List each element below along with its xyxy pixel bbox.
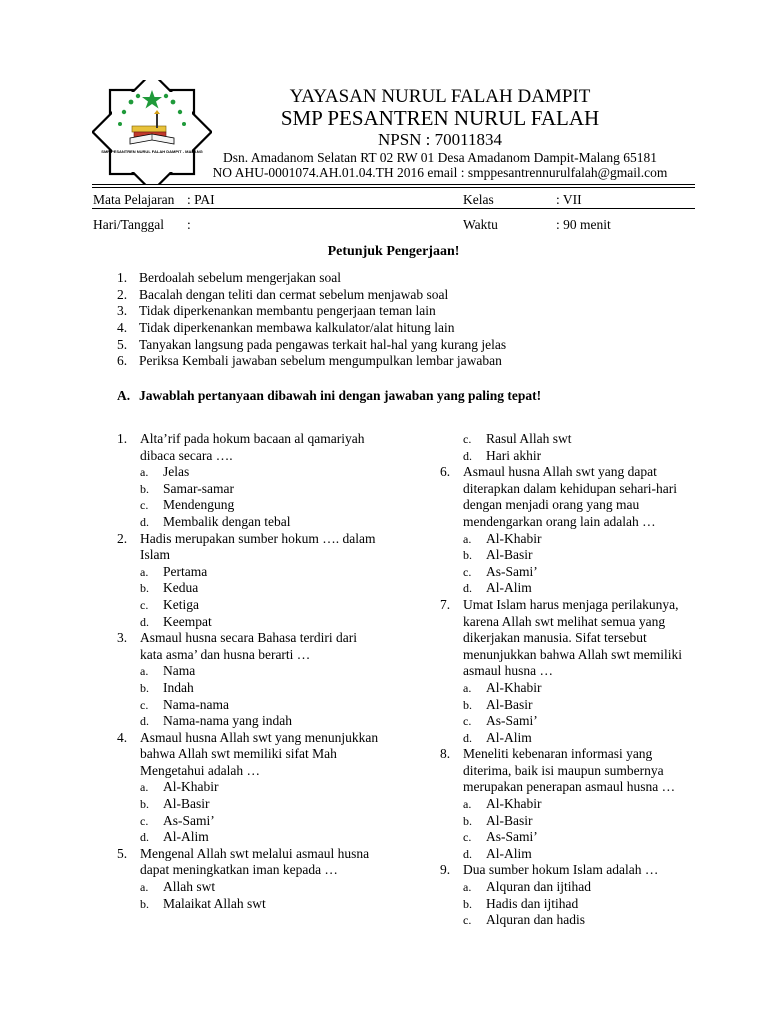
option-text: Hadis dan ijtihad	[486, 895, 579, 911]
option-text: Hari akhir	[486, 447, 542, 463]
option-text: Al-Basir	[486, 812, 533, 828]
option-letter: c.	[140, 813, 149, 828]
question-text: Asmaul husna secara Bahasa terdiri dari kata asma’ dan husna berarti …	[140, 630, 358, 662]
answer-option	[117, 779, 382, 796]
answer-option	[117, 514, 382, 531]
option-letter: a.	[140, 780, 149, 795]
registration-email: NO AHU-0001074.AH.01.04.TH 2016 email : smppesantrennurulfalah@gmail.com	[212, 165, 668, 180]
option-letter: c.	[463, 714, 472, 729]
option-text: Alquran dan ijtihad	[486, 879, 591, 895]
answer-option	[440, 813, 700, 830]
info-rule	[92, 208, 695, 209]
option-text: Mendengung	[163, 497, 235, 513]
instruction-item	[117, 287, 506, 304]
instructions-title: Petunjuk Pengerjaan!	[327, 244, 460, 259]
instruction-text: Berdoalah sebelum mengerjakan soal	[139, 270, 342, 285]
option-text: As-Sami’	[486, 713, 538, 729]
instruction-item	[117, 303, 506, 320]
option-text: Al-Alim	[486, 845, 532, 861]
option-letter: d.	[140, 714, 149, 729]
answer-option	[117, 796, 382, 813]
option-text: As-Sami’	[163, 812, 215, 828]
question-item	[440, 597, 700, 680]
question-item	[117, 431, 382, 464]
option-text: Al-Alim	[486, 729, 532, 745]
question-text: Umat Islam harus menjaga perilakunya, karena Allah swt melihat semua yang dikerjakan manusia. Sifat tersebut menunjukkan bahwa Allah swt memiliki asmaul husna …	[463, 596, 682, 679]
option-text: Al-Basir	[486, 696, 533, 712]
option-letter: a.	[140, 880, 149, 895]
question-item	[117, 531, 382, 564]
option-text: Al-Basir	[486, 547, 533, 563]
option-text: Jelas	[163, 464, 190, 480]
instruction-number: 1.	[117, 270, 128, 285]
answer-option	[440, 580, 700, 597]
questions-left-column	[117, 431, 382, 912]
option-letter: a.	[463, 880, 472, 895]
option-text: Nama-nama yang indah	[163, 713, 292, 729]
option-text: Indah	[163, 679, 194, 695]
answer-option	[117, 464, 382, 481]
instruction-text: Periksa Kembali jawaban sebelum mengumpulkan lembar jawaban	[139, 353, 502, 369]
option-text: Allah swt	[163, 879, 216, 895]
option-letter: d.	[140, 830, 149, 845]
school-name: SMP PESANTREN NURUL FALAH	[280, 106, 600, 130]
subject-label: Mata Pelajaran	[93, 192, 175, 207]
answer-option	[117, 597, 382, 614]
option-letter: d.	[463, 448, 472, 463]
question-number: 5.	[117, 845, 128, 861]
instruction-item	[117, 320, 506, 337]
option-letter: b.	[140, 896, 149, 911]
question-text: Asmaul husna Allah swt yang dapat diterapkan dalam kehidupan sehari-hari dengan menjadi orang yang mau mendengarkan orang lain adalah …	[463, 464, 678, 529]
question-text: Meneliti kebenaran informasi yang diterima, baik isi maupun sumbernya merupakan penerapan asmaul husna …	[463, 746, 676, 795]
option-text: Al-Khabir	[486, 679, 542, 695]
class-value: : VII	[556, 192, 582, 207]
option-letter: d.	[463, 730, 472, 745]
school-address: Dsn. Amadanom Selatan RT 02 RW 01 Desa Amadanom Dampit-Malang 65181	[222, 150, 657, 165]
question-text: Dua sumber hokum Islam adalah …	[463, 862, 659, 878]
option-text: Al-Khabir	[486, 796, 542, 812]
answer-option	[117, 713, 382, 730]
logo-caption: SMP PESANTREN NURUL FALAH DAMPIT - MALANG	[101, 149, 203, 154]
option-text: Malaikat Allah swt	[163, 895, 266, 911]
answer-option	[440, 829, 700, 846]
question-item	[440, 464, 700, 530]
instruction-number: 3.	[117, 303, 128, 319]
option-text: As-Sami’	[486, 563, 538, 579]
question-item	[117, 630, 382, 663]
option-letter: c.	[140, 597, 149, 612]
option-text: Al-Khabir	[486, 530, 542, 546]
question-text: Mengenal Allah swt melalui asmaul husna dapat meningkatkan iman kepada …	[140, 845, 370, 878]
answer-option	[440, 879, 700, 896]
option-text: Al-Khabir	[163, 779, 219, 795]
option-letter: c.	[463, 830, 472, 845]
questions-right-column	[440, 431, 700, 929]
instruction-text: Tanyakan langsung pada pengawas terkait hal-hal yang kurang jelas	[139, 336, 507, 352]
school-logo	[92, 80, 212, 184]
option-letter: b.	[463, 813, 472, 828]
option-letter: b.	[463, 548, 472, 563]
date-value: :	[187, 217, 191, 232]
instruction-text: Bacalah dengan teliti dan cermat sebelum menjawab soal	[139, 286, 449, 302]
instruction-item	[117, 337, 506, 354]
answer-option	[117, 663, 382, 680]
time-label: Waktu	[463, 217, 498, 232]
answer-option	[117, 497, 382, 514]
option-letter: d.	[140, 614, 149, 629]
option-text: As-Sami’	[486, 829, 538, 845]
class-label: Kelas	[463, 192, 494, 207]
option-letter: a.	[140, 564, 149, 579]
npsn: NPSN : 70011834	[377, 130, 503, 149]
instruction-number: 6.	[117, 353, 128, 369]
option-text: Membalik dengan tebal	[163, 513, 291, 529]
answer-option	[440, 697, 700, 714]
option-letter: b.	[463, 896, 472, 911]
answer-option	[440, 730, 700, 747]
option-letter: c.	[140, 697, 149, 712]
instruction-text: Tidak diperkenankan membawa kalkulator/alat hitung lain	[139, 320, 455, 336]
option-text: Al-Basir	[163, 796, 210, 812]
option-letter: a.	[140, 664, 149, 679]
instruction-text: Tidak diperkenankan membantu pengerjaan teman lain	[139, 303, 436, 319]
question-number: 8.	[440, 746, 451, 762]
instruction-item	[117, 353, 506, 370]
question-number: 4.	[117, 729, 128, 745]
date-label: Hari/Tanggal	[93, 217, 165, 232]
option-text: Nama-nama	[163, 696, 229, 712]
option-letter: d.	[463, 581, 472, 596]
question-text: Asmaul husna Allah swt yang menunjukkan bahwa Allah swt memiliki sifat Mah Mengetahui adalah …	[140, 729, 379, 778]
answer-option	[117, 481, 382, 498]
option-letter: b.	[140, 680, 149, 695]
question-number: 9.	[440, 862, 451, 878]
option-text: Alquran dan hadis	[486, 912, 585, 928]
subject-value: : PAI	[187, 192, 215, 207]
instructions-list	[117, 270, 506, 370]
option-letter: b.	[463, 697, 472, 712]
question-number: 2.	[117, 530, 128, 546]
option-letter: b.	[140, 581, 149, 596]
header-rule-thin	[92, 187, 695, 188]
instruction-number: 4.	[117, 320, 128, 336]
option-letter: a.	[140, 465, 149, 480]
answer-option	[117, 680, 382, 697]
question-number: 7.	[440, 596, 451, 612]
option-text: Keempat	[163, 613, 212, 629]
answer-option	[440, 431, 700, 448]
option-letter: d.	[140, 514, 149, 529]
header-rule-thick	[92, 184, 695, 185]
question-text: Alta’rif pada hokum bacaan al qamariyah dibaca secara ….	[140, 431, 365, 463]
question-item	[117, 730, 382, 780]
instruction-number: 2.	[117, 286, 128, 302]
option-text: Kedua	[163, 580, 199, 596]
option-letter: b.	[140, 797, 149, 812]
answer-option	[440, 896, 700, 913]
question-text: Hadis merupakan sumber hokum …. dalam Islam	[140, 530, 376, 563]
option-letter: c.	[463, 913, 472, 928]
question-item	[440, 862, 700, 879]
option-text: Al-Alim	[163, 829, 209, 845]
instruction-number: 5.	[117, 336, 128, 352]
answer-option	[440, 564, 700, 581]
option-text: Rasul Allah swt	[486, 431, 572, 446]
answer-option	[117, 697, 382, 714]
answer-option	[117, 614, 382, 631]
answer-option	[440, 531, 700, 548]
option-text: Pertama	[163, 563, 208, 579]
option-letter: a.	[463, 680, 472, 695]
option-letter: c.	[463, 432, 472, 446]
foundation-name: YAYASAN NURUL FALAH DAMPIT	[289, 86, 591, 107]
question-number: 6.	[440, 464, 451, 480]
answer-option	[117, 564, 382, 581]
option-text: Al-Alim	[486, 580, 532, 596]
answer-option	[117, 879, 382, 896]
question-number: 3.	[117, 630, 128, 646]
answer-option	[440, 448, 700, 465]
section-a-number: A.	[117, 388, 131, 403]
option-text: Samar-samar	[163, 480, 234, 496]
answer-option	[440, 713, 700, 730]
option-text: Ketiga	[163, 596, 199, 612]
section-a-heading	[117, 388, 541, 404]
question-item	[117, 846, 382, 879]
option-letter: a.	[463, 531, 472, 546]
answer-option	[440, 846, 700, 863]
answer-option	[117, 896, 382, 913]
section-a-title: Jawablah pertanyaan dibawah ini dengan jawaban yang paling tepat!	[139, 388, 542, 403]
option-letter: a.	[463, 797, 472, 812]
instruction-item	[117, 270, 506, 287]
option-letter: b.	[140, 481, 149, 496]
option-letter: c.	[140, 498, 149, 513]
answer-option	[440, 547, 700, 564]
option-letter: d.	[463, 846, 472, 861]
answer-option	[117, 580, 382, 597]
question-number: 1.	[117, 431, 128, 446]
answer-option	[440, 796, 700, 813]
option-text: Nama	[163, 663, 196, 679]
answer-option	[117, 829, 382, 846]
time-value: : 90 menit	[556, 217, 611, 232]
answer-option	[440, 680, 700, 697]
answer-option	[117, 813, 382, 830]
option-letter: c.	[463, 564, 472, 579]
question-item	[440, 746, 700, 796]
answer-option	[440, 912, 700, 929]
